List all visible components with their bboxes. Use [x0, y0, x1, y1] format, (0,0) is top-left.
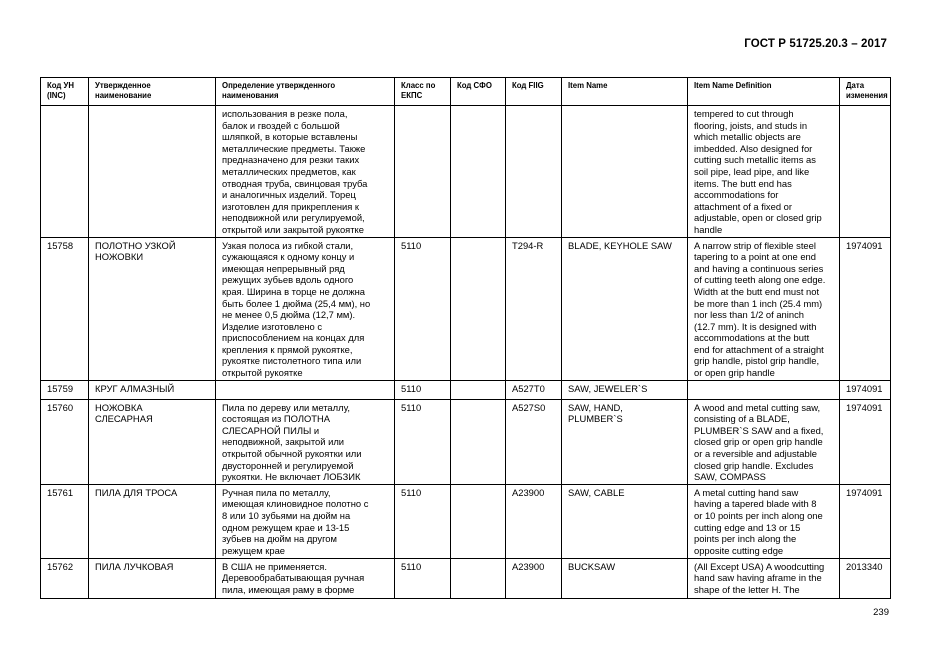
document-header: ГОСТ Р 51725.20.3 – 2017	[744, 38, 887, 50]
cell-name	[89, 106, 216, 238]
cell-date: 1974091	[840, 237, 891, 380]
cell-item-name: SAW, JEWELER`S	[562, 380, 688, 399]
cell-name: ПИЛА ДЛЯ ТРОСА	[89, 484, 216, 558]
cell-name: ПИЛА ЛУЧКОВАЯ	[89, 558, 216, 598]
cell-fiig: A527S0	[506, 399, 562, 484]
cell-fiig: A23900	[506, 558, 562, 598]
cell-fiig: A23900	[506, 484, 562, 558]
cell-sfo	[451, 484, 506, 558]
cell-date: 1974091	[840, 399, 891, 484]
table-header-row	[41, 78, 891, 106]
column-header-fiig-code: Код FIIG	[506, 78, 562, 106]
cell-item-definition: tempered to cut through flooring, joists, and studs in which metallic objects are imbedded. Also designed for cutting such metallic items as soil pipe, lead pipe, and like items. The butt end has accommodations for attachment of a fixed or adjustable, open or closed grip handle	[688, 106, 840, 238]
table-row	[41, 484, 891, 558]
cell-code: 15761	[41, 484, 89, 558]
cell-class	[395, 106, 451, 238]
cell-definition: Пила по дереву или металлу, состоящая из ПОЛОТНА СЛЕСАРНОЙ ПИЛЫ и неподвижной, закрытой или открытой обычной рукоятки или двусторонней и регулируемой рукоятки. Не включает ЛОБЗИК	[216, 399, 395, 484]
cell-class: 5110	[395, 558, 451, 598]
cell-code: 15760	[41, 399, 89, 484]
cell-class: 5110	[395, 399, 451, 484]
cell-definition: использования в резке пола, балок и гвоздей с большой шляпкой, в которые вставлены металлические предметы. Также предназначено для резки таких металлических предметов, как отводная труба, свинцовая труба и аналогичных изделий. Торец изготовлен для прикрепления к неподвижной или регулируемой, открытой или закрытой рукоятке	[216, 106, 395, 238]
column-header-ekps-class: Класс по ЕКПС	[395, 78, 451, 106]
page-number: 239	[873, 607, 889, 618]
cell-class: 5110	[395, 484, 451, 558]
cell-date: 1974091	[840, 484, 891, 558]
cell-date	[840, 106, 891, 238]
cell-item-definition: (All Except USA) A woodcutting hand saw having aframe in the shape of the letter H. The	[688, 558, 840, 598]
cell-fiig: T294-R	[506, 237, 562, 380]
cell-code: 15758	[41, 237, 89, 380]
cell-name: НОЖОВКА СЛЕСАРНАЯ	[89, 399, 216, 484]
table-row	[41, 399, 891, 484]
cell-fiig	[506, 106, 562, 238]
table-row	[41, 380, 891, 399]
cell-sfo	[451, 399, 506, 484]
cell-sfo	[451, 558, 506, 598]
cell-definition: Ручная пила по металлу, имеющая клиновидное полотно с 8 или 10 зубьями на дюйм на одном режущем крае и 13-15 зубьев на дюйм на другом режущем крае	[216, 484, 395, 558]
cell-class: 5110	[395, 237, 451, 380]
specification-table	[40, 77, 891, 599]
cell-item-name: SAW, CABLE	[562, 484, 688, 558]
cell-definition: В США не применяется. Деревообрабатывающая ручная пила, имеющая раму в форме	[216, 558, 395, 598]
cell-name: ПОЛОТНО УЗКОЙ НОЖОВКИ	[89, 237, 216, 380]
cell-item-name: SAW, HAND, PLUMBER`S	[562, 399, 688, 484]
cell-fiig: A527T0	[506, 380, 562, 399]
column-header-sfo-code: Код СФО	[451, 78, 506, 106]
cell-item-definition: A narrow strip of flexible steel tapering to a point at one end and having a continuous series of cutting teeth along one edge. Width at the butt end must not be more than 1 inch (25.4 mm) nor less than 1/2 of aninch (12.7 mm). It is designed with accommodations at the butt end for attachment of a straight grip handle, pistol grip handle, or open grip handle	[688, 237, 840, 380]
column-header-change-date: Дата изменения	[840, 78, 891, 106]
column-header-approved-name: Утвержденное наименование	[89, 78, 216, 106]
cell-code	[41, 106, 89, 238]
cell-code: 15762	[41, 558, 89, 598]
cell-date: 1974091	[840, 380, 891, 399]
column-header-approved-definition: Определение утвержденного наименования	[216, 78, 395, 106]
cell-definition	[216, 380, 395, 399]
cell-item-name: BLADE, KEYHOLE SAW	[562, 237, 688, 380]
cell-date: 2013340	[840, 558, 891, 598]
column-header-inc-code: Код УН (INC)	[41, 78, 89, 106]
cell-item-definition: A metal cutting hand saw having a tapered blade with 8 or 10 points per inch along one cutting edge and 13 or 15 points per inch along the opposite cutting edge	[688, 484, 840, 558]
cell-sfo	[451, 237, 506, 380]
table-row	[41, 106, 891, 238]
cell-item-definition	[688, 380, 840, 399]
cell-item-name: BUCKSAW	[562, 558, 688, 598]
cell-sfo	[451, 380, 506, 399]
cell-sfo	[451, 106, 506, 238]
column-header-item-name: Item Name	[562, 78, 688, 106]
table-row	[41, 237, 891, 380]
cell-name: КРУГ АЛМАЗНЫЙ	[89, 380, 216, 399]
column-header-item-definition: Item Name Definition	[688, 78, 840, 106]
cell-item-name	[562, 106, 688, 238]
table-row	[41, 558, 891, 598]
cell-item-definition: A wood and metal cutting saw, consisting of a BLADE, PLUMBER`S SAW and a fixed, closed grip or open grip handle or a reversible and adjustable closed grip handle. Excludes SAW, COMPASS	[688, 399, 840, 484]
cell-class: 5110	[395, 380, 451, 399]
cell-code: 15759	[41, 380, 89, 399]
cell-definition: Узкая полоса из гибкой стали, сужающаяся к одному концу и имеющая непрерывный ряд режущих зубьев вдоль одного края. Ширина в торце не должна быть более 1 дюйма (25,4 мм), но не менее 0,5 дюйма (12,7 мм). Изделие изготовлено с приспособлением на концах для крепления к прямой рукоятке, рукоятке пистолетного типа или открытой рукоятке	[216, 237, 395, 380]
